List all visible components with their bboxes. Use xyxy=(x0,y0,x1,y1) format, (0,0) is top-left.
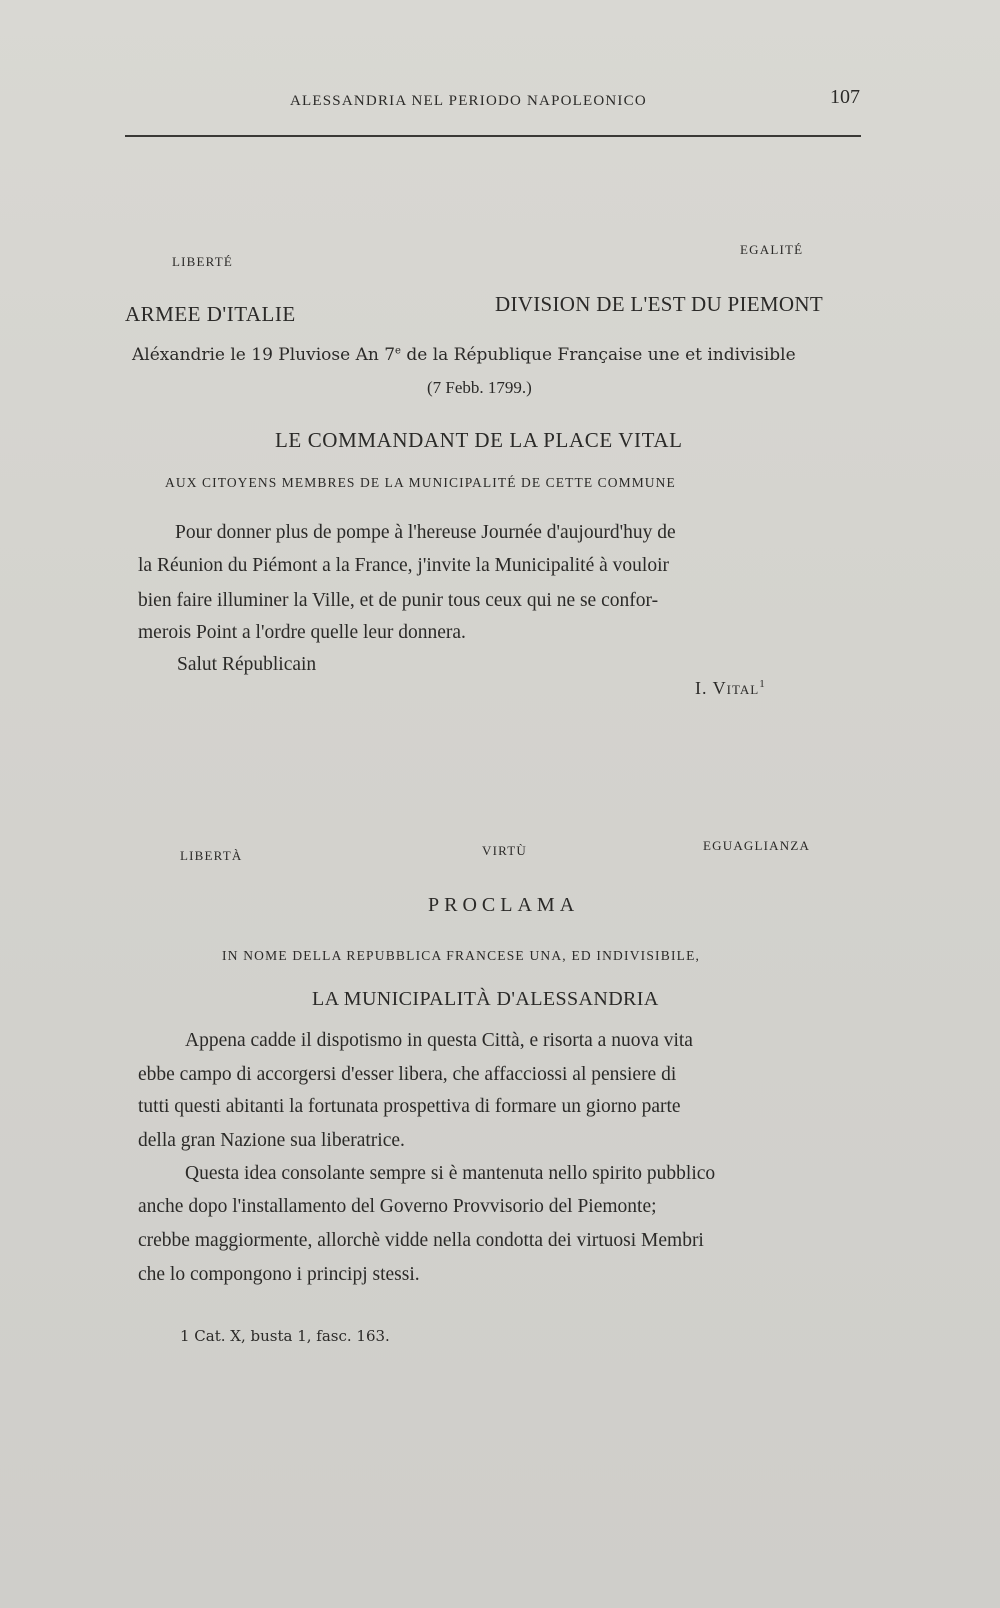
dateline-superscript: e xyxy=(395,345,401,357)
closing: Salut Républicain xyxy=(177,654,317,675)
motto-egalite: EGALITÉ xyxy=(740,242,804,257)
body-line: anche dopo l'installamento del Governo Provvisorio del Piemonte; xyxy=(138,1196,657,1217)
motto-liberte: LIBERTÉ xyxy=(172,254,234,269)
running-title: ALESSANDRIA NEL PERIODO NAPOLEONICO xyxy=(290,93,647,109)
footnote: 1 Cat. X, busta 1, fasc. 163. xyxy=(180,1327,390,1345)
footnote-marker: 1 xyxy=(759,678,765,690)
document1-addressee: AUX CITOYENS MEMBRES DE LA MUNICIPALITÉ DE CETTE COMMUNE xyxy=(165,475,676,490)
body-line: Questa idea consolante sempre si è mantenuta nello spirito pubblico xyxy=(185,1163,716,1184)
body-line: crebbe maggiormente, allorchè vidde nella condotta dei virtuosi Membri xyxy=(138,1230,704,1251)
motto-eguaglianza: EGUAGLIANZA xyxy=(703,838,811,853)
signature-name: I. Vital xyxy=(695,678,760,698)
body-line: Pour donner plus de pompe à l'hereuse Journée d'aujourd'huy de xyxy=(175,522,676,543)
motto-virtu: VIRTÙ xyxy=(482,843,527,858)
dateline-main: Aléxandrie le 19 Pluviose An 7 xyxy=(132,345,396,365)
page-number: 107 xyxy=(830,86,860,108)
body-line: Appena cadde il dispotismo in questa Città, e risorta a nuova vita xyxy=(185,1030,693,1051)
body-line: la Réunion du Piémont a la France, j'invite la Municipalité à vouloir xyxy=(138,555,669,576)
document1-title: LE COMMANDANT DE LA PLACE VITAL xyxy=(275,428,683,452)
document2-issuer: LA MUNICIPALITÀ D'ALESSANDRIA xyxy=(312,988,659,1010)
body-line: ebbe campo di accorgersi d'esser libera, che affacciossi al pensiere di xyxy=(138,1064,677,1085)
motto-liberta: LIBERTÀ xyxy=(180,848,243,863)
heading-armee: ARMEE D'ITALIE xyxy=(125,302,296,326)
body-line: tutti questi abitanti la fortunata prospettiva di formare un giorno parte xyxy=(138,1096,681,1117)
body-line: bien faire illuminer la Ville, et de punir tous ceux qui ne se confor- xyxy=(138,590,659,611)
body-line: della gran Nazione sua liberatrice. xyxy=(138,1130,405,1151)
document2-title: PROCLAMA xyxy=(428,894,580,916)
dateline xyxy=(132,345,796,365)
signature xyxy=(695,678,765,699)
body-line: che lo compongono i principj stessi. xyxy=(138,1264,420,1285)
body-line: merois Point a l'ordre quelle leur donnera. xyxy=(138,622,466,643)
dateline-rest: de la République Française une et indivisible xyxy=(400,345,796,365)
dateline-paren: (7 Febb. 1799.) xyxy=(427,378,532,397)
heading-division: DIVISION DE L'EST DU PIEMONT xyxy=(495,292,823,316)
header-rule xyxy=(125,135,861,137)
document2-subtitle: IN NOME DELLA REPUBBLICA FRANCESE UNA, ED INDIVISIBILE, xyxy=(222,948,701,963)
